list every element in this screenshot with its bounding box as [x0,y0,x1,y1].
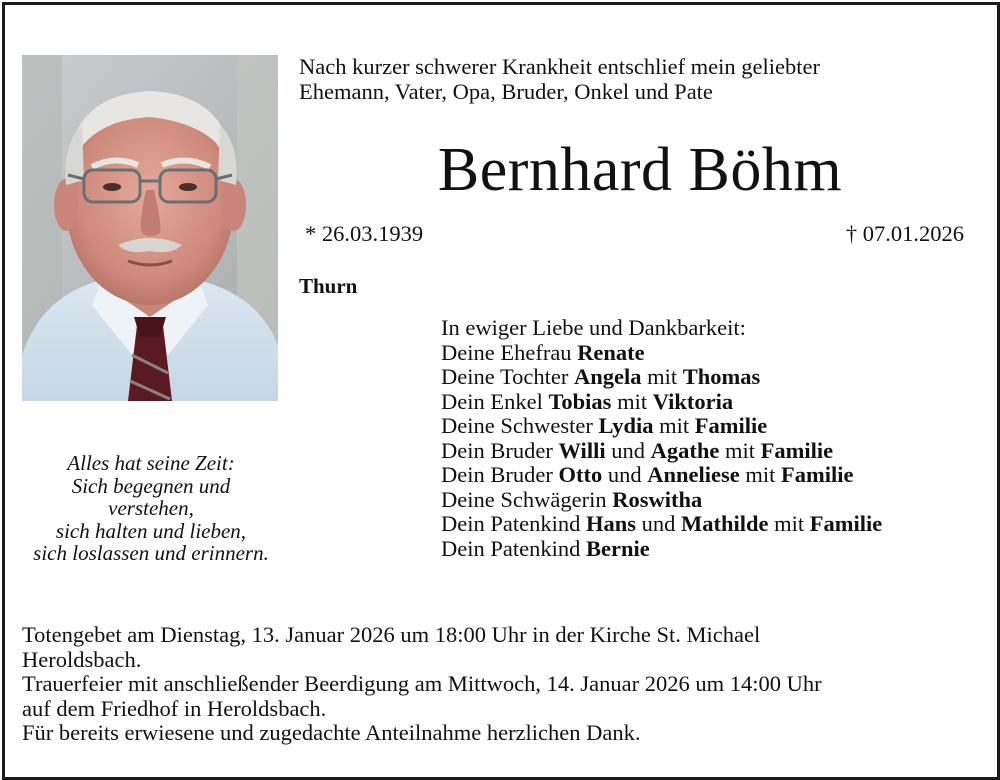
mourner-line [441,390,981,415]
poem-line: Alles hat seine Zeit: [67,451,235,475]
mourner-name: Thomas [682,364,761,389]
service-line: Totengebet am Dienstag, 13. Januar 2026 um 18:00 Uhr in der Kirche St. Michael [22,622,761,647]
poem-line: sich halten und lieben, [55,518,247,543]
mourner-name: Familie [694,413,768,438]
mourner-name: Lydia [598,413,654,438]
mourner-line [441,341,981,366]
mourner-relation: und [602,462,648,487]
mourner-name: Willi [558,437,606,463]
mourner-relation: mit [719,437,761,463]
mourner-name: Viktoria [652,388,734,414]
mourner-name: Bernie [585,535,650,561]
mourner-lines [441,341,981,562]
poem-line: verstehen, [108,496,194,520]
mourner-line [441,365,981,390]
mourner-line [441,439,981,464]
mourner-relation: und [636,511,682,536]
mourner-name: Anneliese [647,462,740,487]
portrait-photo [22,55,278,401]
mourner-relation: Dein Bruder [441,437,559,463]
service-line: Für bereits erwiesene und zugedachte Anteilnahme herzlichen Dank. [22,720,641,745]
mourner-relation: Dein Patenkind [441,535,586,561]
poem [20,452,282,565]
mourners-list [441,316,981,561]
intro-line: Ehemann, Vater, Opa, Bruder, Onkel und Pate [299,79,713,104]
service-line: Heroldsbach. [22,646,142,672]
mourner-name: Familie [809,511,883,536]
mourner-line [441,414,981,439]
intro-line: Nach kurzer schwerer Krankheit entschlief mein geliebter [299,54,821,79]
poem-line: sich loslassen und erinnern. [33,541,269,565]
mourner-relation: mit [611,388,653,414]
mourner-name: Familie [760,437,834,463]
mourner-line [441,537,981,562]
mourner-name: Hans [585,511,637,536]
mourner-name: Otto [558,462,603,487]
mourner-line [441,512,981,537]
mourner-relation: mit [768,511,810,536]
service-line: auf dem Friedhof in Heroldsbach. [22,695,327,721]
service-info [22,623,982,746]
mourner-line [441,488,981,513]
mourner-relation: mit [641,364,683,389]
mourner-line [441,463,981,488]
deceased-name: Bernhard Böhm [437,136,843,204]
mourner-relation: Dein Patenkind [441,511,586,536]
mourner-relation: Deine Schwägerin [441,486,613,512]
intro-text [299,54,979,104]
mourner-name: Tobias [548,388,612,414]
birth-date: * 26.03.1939 [305,221,424,246]
hometown: Thurn [299,274,358,298]
mourner-relation: Dein Enkel [441,388,549,414]
mourner-relation: mit [653,413,695,438]
mourners-heading: In ewiger Liebe und Dankbarkeit: [441,315,746,340]
mourner-name: Angela [573,364,642,389]
mourner-name: Agathe [650,437,720,463]
death-date: † 07.01.2026 [845,221,964,246]
mourner-name: Familie [780,462,854,487]
mourner-name: Roswitha [612,486,703,512]
mourner-relation: Deine Ehefrau [441,339,578,365]
poem-line: Sich begegnen und [71,473,231,498]
mourner-relation: Deine Tochter [441,364,574,389]
mourner-relation: mit [739,462,781,487]
mourner-relation: und [605,437,651,463]
mourner-name: Renate [577,339,645,365]
mourner-relation: Deine Schwester [441,413,599,438]
service-line: Trauerfeier mit anschließender Beerdigung am Mittwoch, 14. Januar 2026 um 14:00 Uhr [22,671,822,696]
mourner-relation: Dein Bruder [441,462,559,487]
mourner-name: Mathilde [681,511,769,536]
